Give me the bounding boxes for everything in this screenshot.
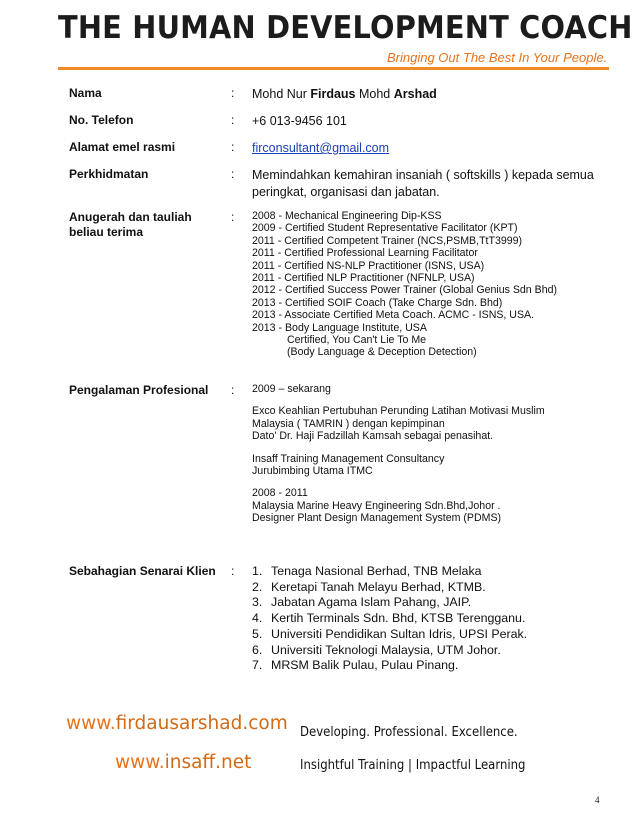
colon: :	[231, 210, 235, 224]
url-prefix: www.	[66, 713, 116, 734]
award-item: 2012 - Certified Success Power Trainer (Global Genius Sdn Bhd)	[252, 284, 558, 297]
experience-line: 2008 - 2011	[252, 487, 308, 500]
page-number: 4	[595, 795, 600, 805]
client-number: 6.	[252, 642, 263, 657]
award-item: 2013 - Associate Certified Meta Coach. ACMC - ISNS, USA.	[252, 309, 535, 322]
client-item	[252, 580, 612, 596]
experience-line: Insaff Training Management Consultancy	[252, 452, 445, 465]
website-link-firdausarshad[interactable]	[66, 713, 288, 734]
value-email	[252, 140, 612, 157]
award-item: 2011 - Certified Professional Learning Facilitator	[252, 247, 478, 260]
url-domain: firdausarshad.com	[115, 713, 288, 734]
client-item	[252, 627, 612, 643]
label-telefon: No. Telefon	[69, 113, 134, 127]
client-item	[252, 658, 612, 674]
client-item	[252, 564, 612, 580]
client-name: Universiti Pendidikan Sultan Idris, UPSI Perak.	[271, 626, 528, 641]
client-number: 3.	[252, 595, 263, 610]
header-tagline: Bringing Out The Best In Your People.	[387, 50, 608, 65]
label-anugerah: Anugerah dan tauliah beliau terima	[69, 210, 192, 239]
label-pengalaman: Pengalaman Profesional	[69, 383, 209, 397]
client-name: Kertih Terminals Sdn. Bhd, KTSB Terengganu.	[271, 611, 526, 626]
experience-line: Designer Plant Design Management System (PDMS)	[252, 512, 502, 525]
client-item	[252, 643, 612, 659]
award-item: 2013 - Body Language Institute, USA	[252, 321, 427, 334]
website-link-insaff[interactable]	[115, 752, 251, 773]
experience-line: Malaysia ( TAMRIN ) dengan kepimpinan	[252, 417, 445, 430]
slogan-developing: Developing. Professional. Excellence.	[300, 725, 518, 740]
colon: :	[231, 383, 235, 397]
name-first: Mohd Nur	[252, 87, 311, 101]
slogan-insightful: Insightful Training | Impactful Learning	[300, 758, 526, 773]
url-prefix: www.	[115, 752, 165, 773]
name-bold-arshad: Arshad	[393, 87, 437, 101]
award-item: 2011 - Certified Competent Trainer (NCS,PSMB,TtT3999)	[252, 234, 523, 247]
client-name: Tenaga Nasional Berhad, TNB Melaka	[271, 564, 482, 578]
colon: :	[231, 140, 235, 154]
awards-list	[252, 210, 612, 359]
experience-line: Malaysia Marine Heavy Engineering Sdn.Bhd,Johor .	[252, 499, 501, 512]
url-domain: insaff.net	[164, 752, 252, 773]
client-name: Keretapi Tanah Melayu Berhad, KTMB.	[271, 579, 486, 594]
award-item: 2011 - Certified NLP Practitioner (NFNLP, USA)	[252, 272, 475, 285]
header-divider	[58, 67, 609, 70]
value-telefon: +6 013-9456 101	[252, 114, 347, 128]
award-sub-item: (Body Language & Deception Detection)	[287, 346, 477, 359]
colon: :	[231, 113, 235, 127]
document-title: THE HUMAN DEVELOPMENT COACH	[58, 10, 633, 46]
value-perkhidmatan: Memindahkan kemahiran insaniah ( softskills ) kepada semua peringkat, organisasi dan jabatan.	[252, 168, 594, 199]
client-item	[252, 595, 612, 611]
client-number: 1.	[252, 564, 263, 578]
award-item: 2011 - Certified NS-NLP Practitioner (ISNS, USA)	[252, 259, 485, 272]
client-name: Jabatan Agama Islam Pahang, JAIP.	[271, 595, 472, 610]
value-nama	[252, 86, 612, 103]
label-nama: Nama	[69, 86, 102, 100]
experience-list	[252, 383, 612, 525]
name-bold-firdaus: Firdaus	[310, 87, 356, 101]
experience-line: Exco Keahlian Pertubuhan Perunding Latihan Motivasi Muslim	[252, 405, 545, 418]
award-item: 2008 - Mechanical Engineering Dip-KSS	[252, 210, 442, 222]
label-email: Alamat emel rasmi	[69, 140, 176, 154]
experience-line: 2009 – sekarang	[252, 383, 331, 395]
colon: :	[231, 564, 235, 578]
award-sub-item: Certified, You Can't Lie To Me	[287, 334, 427, 347]
experience-line: Dato' Dr. Haji Fadzillah Kamsah sebagai penasihat.	[252, 430, 494, 443]
award-item: 2013 - Certified SOIF Coach (Take Charge Sdn. Bhd)	[252, 296, 503, 309]
colon: :	[231, 86, 235, 100]
name-middle: Mohd	[355, 87, 394, 101]
client-number: 5.	[252, 626, 263, 641]
client-list	[252, 564, 612, 674]
client-number: 4.	[252, 611, 263, 626]
client-name: Universiti Teknologi Malaysia, UTM Johor.	[271, 642, 501, 657]
experience-line: Jurubimbing Utama ITMC	[252, 465, 373, 478]
client-number: 7.	[252, 658, 263, 673]
client-number: 2.	[252, 579, 263, 594]
client-name: MRSM Balik Pulau, Pulau Pinang.	[271, 658, 459, 673]
award-item: 2009 - Certified Student Representative Facilitator (KPT)	[252, 222, 518, 235]
label-klien: Sebahagian Senarai Klien	[69, 564, 216, 578]
colon: :	[231, 167, 235, 181]
client-item	[252, 611, 612, 627]
email-link[interactable]: firconsultant@gmail.com	[252, 141, 390, 155]
label-perkhidmatan: Perkhidmatan	[69, 167, 149, 181]
